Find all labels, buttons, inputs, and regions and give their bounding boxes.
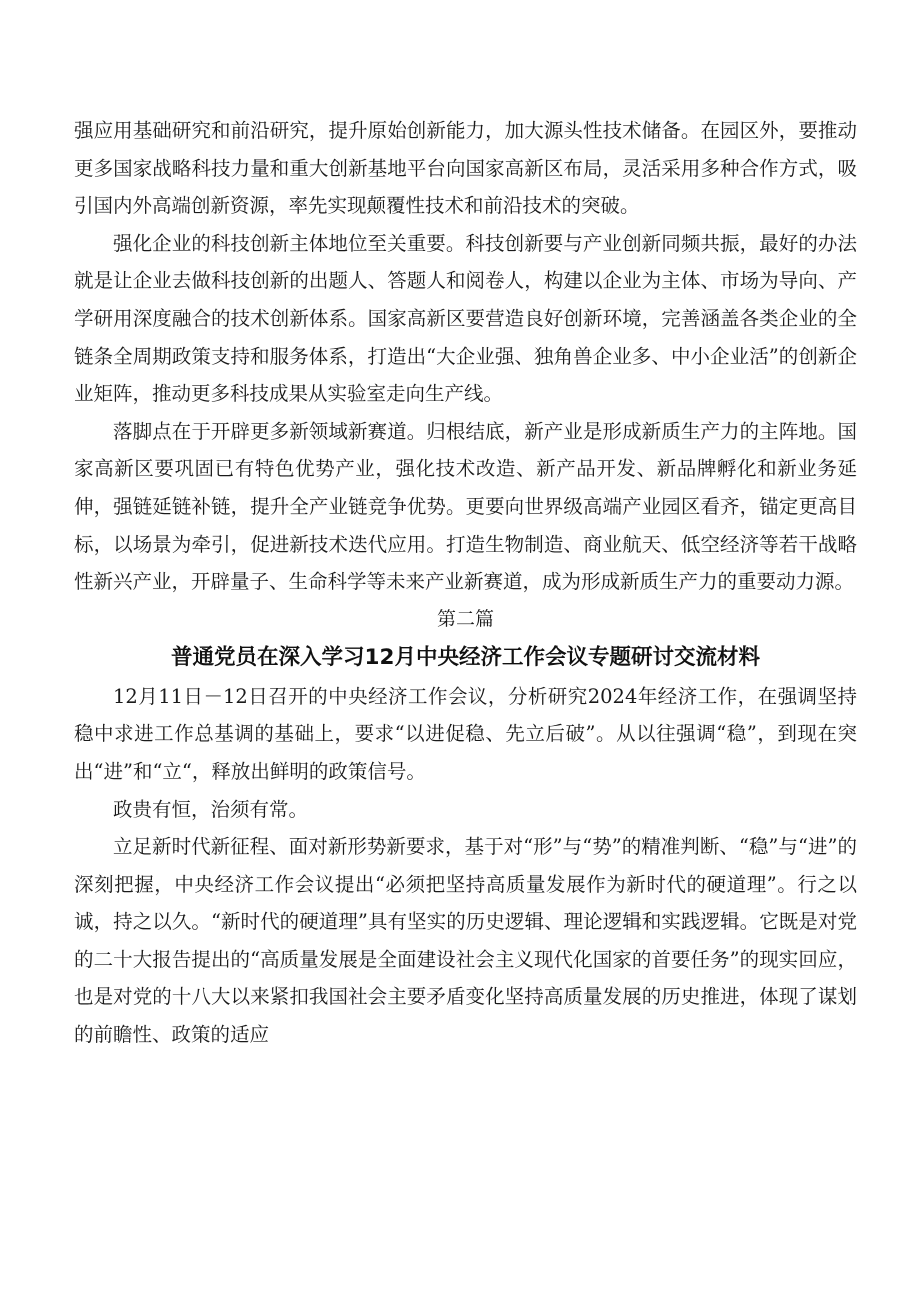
body-paragraph: 强化企业的科技创新主体地位至关重要。科技创新要与产业创新同频共振，最好的办法就是让企业去做科技创新的出题人、答题人和阅卷人，构建以企业为主体、市场为导向、产学研用深度融合的技术创新体系。国家高新区要营造良好创新环境，完善涵盖各类企业的全链条全周期政策支持和服务体系，打造出“大企业强、独角兽企业多、中小企业活”的创新企业矩阵，推动更多科技成果从实验室走向生产线。: [74, 231, 857, 406]
document-title: 普通党员在深入学习12月中央经济工作会议专题研讨交流材料: [171, 644, 760, 670]
body-paragraph: 强应用基础研究和前沿研究，提升原始创新能力，加大源头性技术储备。在园区外，要推动更多国家战略科技力量和重大创新基地平台向国家高新区布局，灵活采用多种合作方式，吸引国内外高端创新资源，率先实现颠覆性技术和前沿技术的突破。: [74, 119, 857, 218]
section-label: 第二篇: [436, 607, 494, 630]
body-paragraph: 立足新时代新征程、面对新形势新要求，基于对“形”与“势”的精准判断、“稳”与“进”的深刻把握，中央经济工作会议提出“必须把坚持高质量发展作为新时代的硬道理”。行之以诚，持之以久。“新时代的硬道理”具有坚实的历史逻辑、理论逻辑和实践逻辑。它既是对党的二十大报告提出的“高质量发展是全面建设社会主义现代化国家的首要任务”的现实回应，也是对党的十八大以来紧扣我国社会主要矛盾变化坚持高质量发展的历史推进，体现了谋划的前瞻性、政策的适应: [74, 835, 857, 1047]
body-paragraph: 12月11日－12日召开的中央经济工作会议，分析研究2024年经济工作，在强调坚持稳中求进工作总基调的基础上，要求“以进促稳、先立后破”。从以往强调“稳”，到现在突出“进”和“立“，释放出鲜明的政策信号。: [74, 684, 857, 783]
body-paragraph: 政贵有恒，治须有常。: [113, 797, 309, 821]
body-paragraph: 落脚点在于开辟更多新领域新赛道。归根结底，新产业是形成新质生产力的主阵地。国家高新区要巩固已有特色优势产业，强化技术改造、新产品开发、新品牌孵化和新业务延伸，强链延链补链，提升全产业链竞争优势。更要向世界级高端产业园区看齐，锚定更高目标，以场景为牵引，促进新技术迭代应用。打造生物制造、商业航天、低空经济等若干战略性新兴产业，开辟量子、生命科学等未来产业新赛道，成为形成新质生产力的重要动力源。: [74, 419, 857, 594]
document-body: [74, 112, 857, 1054]
